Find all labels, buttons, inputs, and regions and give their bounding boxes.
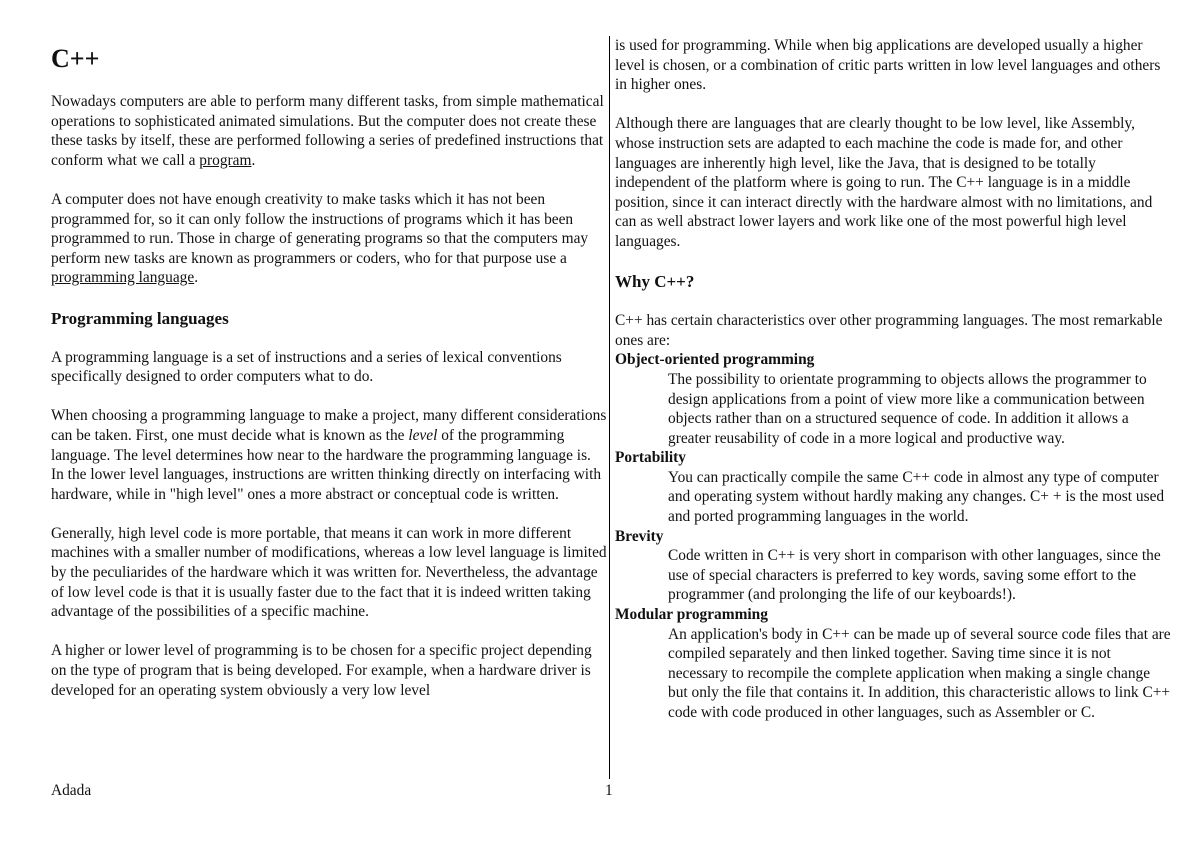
footer-author: Adada	[51, 782, 92, 799]
right-column	[615, 36, 1171, 723]
left-column	[51, 36, 607, 700]
language-levels-paragraph: Although there are languages that are clearly thought to be low level, like Assembly, whose instruction sets are adapted to each machine the code is made for, and other languages are inherently high level, like the Java, that is designed to be totally independent of the platform where is going to run. The C++ language is in a middle position, since it can interact directly with the hardware almost with no limitations, and can as well abstract lower layers and work like one of the most powerful high level languages.	[615, 115, 1153, 250]
program-link[interactable]: program	[199, 151, 252, 169]
feature-term-modular: Modular programming	[615, 606, 768, 624]
feature-desc-brevity: Code written in C++ is very short in comparison with other languages, since the use of special characters is preferred to key words, saving some effort to the programmer (and prolonging the life of our keyboards!).	[668, 547, 1161, 604]
feature-list	[615, 350, 1171, 722]
feature-term-brevity: Brevity	[615, 527, 664, 545]
continuation-paragraph: is used for programming. While when big applications are developed usually a higher level is chosen, or a combination of critic parts written in low level languages and others in higher ones.	[615, 37, 1161, 94]
why-cpp-heading: Why C++?	[615, 272, 695, 292]
page-number: 1	[605, 782, 613, 799]
programming-language-link[interactable]: programming language	[51, 269, 195, 287]
level-paragraph: When choosing a programming language to make a project, many different considerations can be taken. First, one must decide what is known as the level of the programming language. The level determines how near to the hardware the programming language is. In the lower level languages, instructions are written thinking directly on interfacing with hardware, while in "high level" ones a more abstract or conceptual code is written.	[51, 407, 607, 503]
level-emphasis: level	[408, 426, 438, 444]
document-title: C++	[51, 44, 100, 73]
choice-paragraph: A higher or lower level of programming is to be chosen for a specific project depending on the type of program that is being developed. For example, when a hardware driver is developed for an operating system obviously a very low level	[51, 642, 592, 699]
feature-term-oop: Object-oriented programming	[615, 351, 815, 369]
programming-languages-heading: Programming languages	[51, 308, 229, 328]
portability-paragraph: Generally, high level code is more portable, that means it can work in more different machines with a smaller number of modifications, whereas a low level language is limited by the peculiarides of the hardware which it was written for. Nevertheless, the advantage of low level code is that it is usually faster due to the fact that it is indeed written taking advantage of the possibilities of a specific machine.	[51, 524, 607, 621]
feature-desc-oop: The possibility to orientate programming to objects allows the programmer to design applications from a point of view more like a communication between objects rather than on a structured sequence of code. In addition it allows a greater reusability of code in a more logical and productive way.	[668, 370, 1147, 447]
definition-paragraph: A programming language is a set of instructions and a series of lexical conventions specifically designed to order computers what to do.	[51, 348, 562, 386]
feature-term-portability: Portability	[615, 449, 686, 467]
column-divider	[609, 36, 610, 779]
creativity-paragraph: A computer does not have enough creativity to make tasks which it has not been programmed for, so it can only follow the instructions of programs which it has been programmed to run. Those in charge of generating programs so that the computers may perform new tasks are known as programmers or coders, who for that purpose use a programming language.	[51, 190, 589, 287]
feature-desc-modular: An application's body in C++ can be made up of several source code files that are compiled separately and then linked together. Saving time since it is not necessary to recompile the complete application when making a single change but only the file that contains it. In addition, this characteristic allows to link C++ code with code produced in other languages, such as Assembler or C.	[668, 625, 1171, 721]
feature-desc-portability: You can practically compile the same C++ code in almost any type of computer and operating system without hardly making any changes. C+ + is the most used and ported programming languages in the world.	[668, 468, 1165, 526]
intro-paragraph: Nowadays computers are able to perform many different tasks, from simple mathematical operations to sophisticated animated simulations. But the computer does not create these these tasks by itself, these are performed following a series of predefined instructions that conform what we call a program.	[51, 93, 604, 169]
characteristics-intro: C++ has certain characteristics over other programming languages. The most remarkable ones are:	[615, 312, 1163, 349]
